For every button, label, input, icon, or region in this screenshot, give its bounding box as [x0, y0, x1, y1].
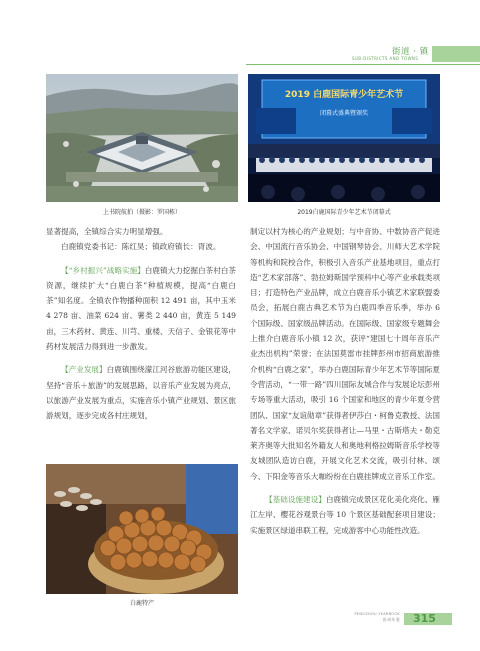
header-rule: [246, 64, 480, 65]
paragraph-body: 白鹿镇围绕濛江河谷旅游功能区建设，坚持“音乐＋旅游”的发展思路，以音乐产业发展为亮点，以旅游产业发展为重点，实施音乐小镇产业规划、景区旅游规划，逐步完成各村庄规划，: [46, 365, 237, 421]
section-tag: 【“乡村振兴”战略实施】: [61, 265, 145, 275]
left-column: [46, 224, 236, 424]
paragraph-body: 白鹿镇大力挖掘白茶村白茶资源，继续扩大“白鹿白茶”种植规模，提高“白鹿白茶”知名度。全镇农作物播种面积 12 491 亩，其中玉米 4 278 亩、油菜 624 亩、薯类 2 440 亩，黄连 5 149 亩，三木药材、黄连、川芎、重楼、天信子、金银花等中药材发展活力得到进一步激发。: [46, 265, 237, 352]
aerial-photo-caption: 上书院航拍（摄影：罗国栋）: [102, 209, 181, 216]
right-column: [250, 224, 440, 538]
yearbook-label: [354, 612, 400, 622]
yearbook-label-en: PENGZHOU YEARBOOK: [354, 612, 400, 616]
section-tag: 【产业发展】: [61, 365, 107, 375]
paragraph-body: 白鹿镇完成景区花化美化亮化、雁江左岸、樱花谷观景台等 10 个景区基础配套项目建设；实施景区绿道串联工程，完成游客中心功能性改造。: [250, 495, 440, 535]
section-title: 街道 · 镇: [392, 47, 429, 57]
paragraph: [46, 263, 236, 355]
screen-title: 2019 白鹿国际青少年艺术节: [284, 90, 404, 100]
paragraph: 显著提高，全镇综合实力明显增强。: [46, 227, 168, 236]
specialties-photo: [46, 464, 238, 594]
paragraph: 白鹿镇党委书记：陈红昊；镇政府镇长：胥波。: [61, 242, 221, 252]
section-subtitle: SUB-DISTRICTS AND TOWNS: [352, 56, 419, 61]
aerial-photo: [46, 74, 238, 202]
specialties-photo-caption: 白鹿特产: [129, 600, 154, 607]
yearbook-label-cn: 彭州年鉴: [382, 617, 400, 622]
ceremony-photo: [248, 74, 440, 202]
paragraph: [46, 362, 236, 423]
paragraph: 制定以村为核心的产业规划；与中音协、中数协音产促进会、中国流行音乐协会、中国钢琴协会、川师大艺术学院等机构和院校合作，积极引入音乐产业基地项目，重点打造“艺术家部落”、勃拉姆斯国学预科中心等产业承载类项目；打造特色产业品牌，成立白鹿音乐小镇艺术家联盟委员会，拓展白鹿古典艺术节为白鹿四季音乐季，举办 6 个国际级、国家级品牌活动。在国际级、国家级专题舞会上推介白鹿音乐小镇 12 次，获评“建国七十周年音乐产业杰出机构”荣誉；在法国莫雷市挂牌彭州市招商旅游推介机构“白鹿之家”，举办白鹿国际青少年艺术节等国际夏令营活动，“一带一路”四川国际友城合作与发展论坛彭州专场等重大活动，吸引 16 个国家和地区的青少年夏令营团队、国家“友谊勋章”获得者伊莎白・柯鲁克教授、法国著名文学家、诺贝尔奖获得者让—马里・古斯塔夫・勒克莱齐奥等大批知名外籍友人和奥地利格拉姆斯音乐学校等友城团队造访白鹿，开展文化艺术交流，吸引付林、颂今、下阳金等音乐大咖纷纷在白鹿挂牌成立音乐工作室。: [250, 227, 441, 481]
section-tag: 【基础设施建设】: [265, 495, 326, 505]
ceremony-photo-caption: 2019白鹿国际青少年艺术节闭幕式: [297, 209, 391, 216]
header-accent-bar: [432, 46, 480, 62]
paragraph: [250, 492, 440, 538]
screen-subtitle: 闭幕式盛典暨颁奖: [319, 110, 368, 117]
page-number: 315: [413, 612, 436, 625]
